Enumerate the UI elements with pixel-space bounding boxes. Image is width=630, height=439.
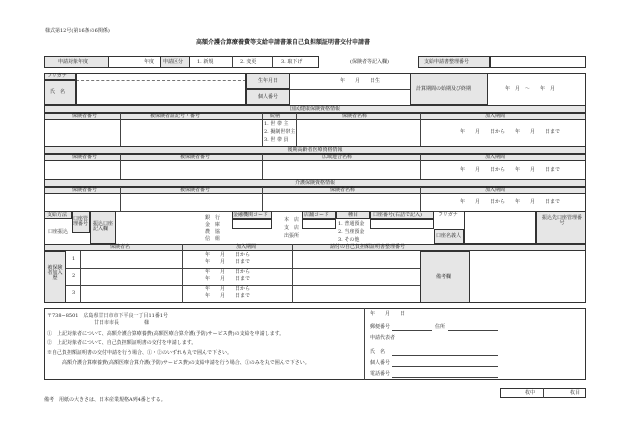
option-withdraw[interactable]: 3. 取下げ xyxy=(281,59,303,65)
elderly-join-period-header: 加入期間 xyxy=(485,154,506,160)
mayor-addressee: 廿日市市長 様 xyxy=(94,320,150,326)
receipt-number-field[interactable] xyxy=(490,56,586,68)
receipt-label: 支給申請書整理番号 xyxy=(424,59,470,65)
name-field[interactable] xyxy=(76,73,246,105)
birth-value: 年 月 日生 xyxy=(340,78,381,84)
national-insurer-name-header: 保険者名称 xyxy=(342,113,368,119)
fiscal-year-label: 申請対象年度 xyxy=(58,59,89,65)
remarks-label: 備考欄 xyxy=(436,274,452,280)
applicant-label: 申請代表者 xyxy=(370,335,396,341)
other-row-2: 2 xyxy=(72,273,76,279)
transfer-entry-label: 振込口座記入欄 xyxy=(93,221,114,232)
method-transfer[interactable]: 口座振込 xyxy=(48,229,69,235)
wide-union-header: 広域連合名称 xyxy=(322,154,353,160)
page-title: 高額介護合算療養費等支給申請書兼自己負担額証明書交付申請書 xyxy=(196,39,371,46)
account-type-label: 種目 xyxy=(348,212,359,218)
branch-sub[interactable]: 支 店 xyxy=(284,225,300,231)
elderly-section-title: 後期高齢者医療資格情報 xyxy=(287,147,343,153)
personal-no-label: 個人番号 xyxy=(258,94,279,100)
care-join-period-header: 加入期間 xyxy=(485,187,506,193)
option-new[interactable]: 1. 新規 xyxy=(197,59,214,65)
care-section-title: 介護保険資格情報 xyxy=(294,180,335,186)
postal-address: 〒738−8501 広島県廿日市市下平良一丁目11番1号 xyxy=(47,313,169,319)
period-value: 年 月 〜 年 月 xyxy=(505,86,556,92)
elderly-insured-no-header: 被保険者番号 xyxy=(180,154,211,160)
care-insured-no-header: 被保険者番号 xyxy=(180,187,211,193)
row1-from: 年 月 日から xyxy=(205,252,251,258)
care-period-fill: 年 月 日から 年 月 日まで xyxy=(460,199,561,205)
relation-option-head[interactable]: 1. 世 帯 主 xyxy=(264,121,289,127)
period-label: 計算期間の始期及び終期 xyxy=(416,86,472,92)
row1-to: 年 月 日まで xyxy=(205,259,251,265)
declaration-date: 年 月 日 xyxy=(370,311,406,317)
method-label: 支給方法 xyxy=(47,212,68,218)
account-mgmt-label: 口座管理番号 xyxy=(73,216,89,227)
holder-field[interactable] xyxy=(464,211,536,244)
declarant-name-label: 氏 名 xyxy=(370,349,386,355)
footer-note: 備考 用紙の大きさは、日本産業規格A列4番とする。 xyxy=(44,397,166,403)
other-note-header: 請付の自己負担額証明書整理番号 xyxy=(330,244,406,250)
postal-code-label: 郵便番号 xyxy=(370,324,391,330)
year-suffix: 年度 xyxy=(144,59,155,65)
sheet-number-label: 枚目 xyxy=(570,390,581,396)
relation-option-deemed[interactable]: 2. 擬制世帯主 xyxy=(264,129,296,135)
bank-kind-agri[interactable]: 農 協 xyxy=(205,229,221,235)
sheet-total-label: 枚中 xyxy=(525,390,536,396)
elderly-insurer-no-header: 保険者番号 xyxy=(72,154,98,160)
branch-office[interactable]: 出張所 xyxy=(284,233,300,239)
account-no-field[interactable] xyxy=(370,219,434,229)
branch-code-label: 店舗コード xyxy=(304,212,330,218)
account-type-current[interactable]: 2. 当座預金 xyxy=(338,229,365,235)
relation-option-member[interactable]: 3. 世 帯 員 xyxy=(264,137,289,143)
other-join-header: 加入期間 xyxy=(236,244,257,250)
prev-account-label: 振込先口座管理番号 xyxy=(541,215,582,226)
option-change[interactable]: 2. 変更 xyxy=(240,59,257,65)
other-insured-label: 被保険者加入歴 xyxy=(47,265,63,281)
name-label: 氏 名 xyxy=(50,89,66,95)
national-section-title: 国民健康保険資格情報 xyxy=(289,106,340,112)
form-number: 様式第12号(第16条の6関係) xyxy=(45,28,110,34)
declaration-line1: ① 上記対象者について、高額介護合算療養費(高額医療合算介護(予防)サービス費)の支給を申請します。 xyxy=(47,331,285,337)
row3-to: 年 月 日まで xyxy=(205,293,251,299)
account-type-ordinary[interactable]: 1. 普通預金 xyxy=(338,221,365,227)
holder-furigana-label: フリガナ xyxy=(438,212,458,218)
bank-code-label: 金融機関コード xyxy=(233,212,269,218)
holder-label: 口座名義人 xyxy=(436,233,462,239)
bank-kind-bank[interactable]: 銀 行 xyxy=(205,215,221,221)
account-no-label: 口座番号(右詰で記入) xyxy=(373,212,422,218)
elderly-period-fill: 年 月 日から 年 月 日まで xyxy=(460,167,561,173)
national-card-no-header: 被保険者証記号・番号 xyxy=(150,113,201,119)
address-label: 住所 xyxy=(435,324,446,330)
care-insurer-no-header: 保険者番号 xyxy=(72,187,98,193)
national-period-fill: 年 月 日から 年 月 日まで xyxy=(460,129,561,135)
account-type-other[interactable]: 3. その他 xyxy=(338,237,360,243)
declarant-personal-label: 個人番号 xyxy=(370,360,391,366)
other-insurer-header: 保険者名 xyxy=(110,244,131,250)
insurer-field-label: (保険者等記入欄) xyxy=(350,59,389,65)
category-label: 申請区分 xyxy=(163,59,184,65)
branch-main[interactable]: 本 店 xyxy=(284,217,300,223)
bank-code-field[interactable] xyxy=(232,219,272,229)
bank-kind-vault[interactable]: 金 庫 xyxy=(205,222,221,228)
bank-kind-credit[interactable]: 信 組 xyxy=(205,236,221,242)
declaration-line3: ※自己負担額証明書の交付申請を行う場合、①・②のいずれも丸で囲んで下さい。 xyxy=(47,350,233,356)
relation-header: 続柄 xyxy=(270,113,281,119)
other-row-3: 3 xyxy=(72,290,76,296)
declaration-line4: 高額介護合算療養費(高額医療合算介護(予防)サービス費)の支給申請を行う場合、①のみを丸で囲んで下さい。 xyxy=(62,360,310,366)
branch-code-field[interactable] xyxy=(302,219,336,229)
birth-label: 生年月日 xyxy=(258,78,279,84)
row2-to: 年 月 日まで xyxy=(205,276,251,282)
row2-from: 年 月 日から xyxy=(205,269,251,275)
furigana-label: フリガナ xyxy=(47,73,67,79)
row3-from: 年 月 日から xyxy=(205,286,251,292)
declarant-phone-label: 電話番号 xyxy=(370,371,391,377)
declaration-line2: ② 上記対象者について、自己負担額証明書の交付を申請します。 xyxy=(47,340,197,346)
national-join-period-header: 加入期間 xyxy=(485,113,506,119)
national-insurer-no-header: 保険者番号 xyxy=(72,113,98,119)
other-row-1: 1 xyxy=(72,256,76,262)
care-insurer-name-header: 保険者名称 xyxy=(330,187,356,193)
